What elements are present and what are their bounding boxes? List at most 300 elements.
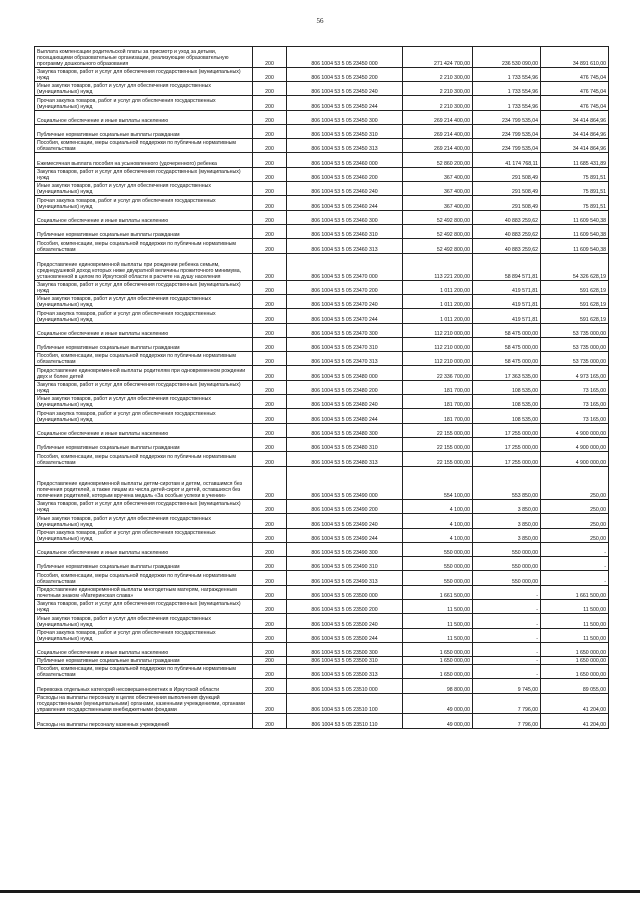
table-row [35,657,609,665]
row-remaining: 476 745,04 [541,81,609,95]
row-code: 806 1004 53 5 05 23490 000 [287,466,403,500]
row-ved: 200 [253,124,287,138]
table-row [35,280,609,294]
row-plan: 1 011 200,00 [403,309,473,323]
row-plan: 550 000,00 [403,542,473,556]
row-executed: 58 475 000,00 [473,352,541,366]
row-remaining: 53 735 000,00 [541,337,609,351]
row-name: Пособия, компенсации, меры социальной поддержки по публичным нормативным обязательствам [35,571,253,585]
row-code: 806 1004 53 5 05 23490 313 [287,571,403,585]
row-name: Прочая закупка товаров, работ и услуг для обеспечения государственных (муниципальных) нужд [35,309,253,323]
row-name: Закупка товаров, работ и услуг для обеспечения государственных (муниципальных) нужд [35,167,253,181]
row-executed: 17 363 535,00 [473,366,541,380]
row-plan: 367 400,00 [403,167,473,181]
row-remaining: 41 204,00 [541,714,609,728]
row-remaining: 54 326 628,19 [541,253,609,280]
row-name: Предоставление единовременной выплаты многодетным матерям, награжденным почетным знаком «Материнская слава» [35,585,253,599]
row-executed: 550 000,00 [473,542,541,556]
row-executed: 234 799 535,04 [473,110,541,124]
row-ved: 200 [253,210,287,224]
row-ved: 200 [253,466,287,500]
row-code: 806 1004 53 5 05 23500 240 [287,614,403,628]
row-ved: 200 [253,110,287,124]
row-name: Закупка товаров, работ и услуг для обеспечения государственных (муниципальных) нужд [35,600,253,614]
row-plan: 4 100,00 [403,528,473,542]
table-row [35,380,609,394]
row-plan: 1 650 000,00 [403,665,473,679]
row-executed: 1 733 554,96 [473,96,541,110]
row-plan: 11 500,00 [403,628,473,642]
row-code: 806 1004 53 5 05 23450 244 [287,96,403,110]
row-remaining: 250,00 [541,514,609,528]
row-remaining: 591 628,19 [541,280,609,294]
row-remaining: 1 650 000,00 [541,642,609,656]
row-remaining: 1 650 000,00 [541,657,609,665]
row-plan: 52 492 800,00 [403,239,473,253]
row-name: Закупка товаров, работ и услуг для обеспечения государственных (муниципальных) нужд [35,280,253,294]
row-name: Закупка товаров, работ и услуг для обеспечения государственных (муниципальных) нужд [35,67,253,81]
row-ved: 200 [253,81,287,95]
row-executed: 9 745,00 [473,679,541,693]
row-plan: 269 214 400,00 [403,110,473,124]
row-name: Публичные нормативные социальные выплаты гражданам [35,337,253,351]
row-executed: 108 535,00 [473,380,541,394]
row-code: 806 1004 53 5 05 23460 200 [287,167,403,181]
row-code: 806 1004 53 5 05 23470 300 [287,323,403,337]
table-row [35,182,609,196]
row-plan: 49 000,00 [403,714,473,728]
table-row [35,557,609,571]
row-code: 806 1004 53 5 05 23490 200 [287,500,403,514]
table-row [35,224,609,238]
table-row [35,514,609,528]
table-row [35,366,609,380]
table-row [35,124,609,138]
budget-table-body [35,47,609,729]
row-plan: 1 011 200,00 [403,280,473,294]
table-row [35,210,609,224]
row-name: Прочая закупка товаров, работ и услуг для обеспечения государственных (муниципальных) нужд [35,96,253,110]
row-remaining: 34 891 610,00 [541,47,609,68]
row-plan: 11 500,00 [403,614,473,628]
table-row [35,600,609,614]
row-executed: 58 894 571,81 [473,253,541,280]
row-name: Социальное обеспечение и иные выплаты населению [35,323,253,337]
row-plan: 269 214 400,00 [403,124,473,138]
row-executed: 234 799 535,04 [473,124,541,138]
row-code: 806 1004 53 5 05 23470 310 [287,337,403,351]
row-name: Прочая закупка товаров, работ и услуг для обеспечения государственных (муниципальных) нужд [35,628,253,642]
row-ved: 200 [253,323,287,337]
row-plan: 271 424 700,00 [403,47,473,68]
row-ved: 200 [253,280,287,294]
row-remaining: 11 609 540,38 [541,210,609,224]
row-name: Прочая закупка товаров, работ и услуг для обеспечения государственных (муниципальных) нужд [35,409,253,423]
row-code: 806 1004 53 5 05 23450 300 [287,110,403,124]
row-executed: - [473,642,541,656]
row-remaining: 250,00 [541,500,609,514]
row-ved: 200 [253,528,287,542]
row-name: Расходы на выплаты персоналу в целях обеспечения выполнения функций государственными (муниципальными) органами, казенными учреждениями, органами управления государственными внебюджетными фондами [35,693,253,714]
row-code: 806 1004 53 5 05 23510 100 [287,693,403,714]
table-row [35,96,609,110]
row-ved: 200 [253,139,287,153]
table-row [35,714,609,728]
row-plan: 52 492 800,00 [403,224,473,238]
row-remaining: 476 745,04 [541,67,609,81]
row-remaining: 250,00 [541,466,609,500]
row-name: Пособия, компенсации, меры социальной поддержки по публичным нормативным обязательствам [35,452,253,466]
row-ved: 200 [253,693,287,714]
row-name: Иные закупки товаров, работ и услуг для обеспечения государственных (муниципальных) нужд [35,81,253,95]
row-code: 806 1004 53 5 05 23460 000 [287,153,403,167]
row-remaining: - [541,571,609,585]
table-row [35,395,609,409]
row-remaining: 75 891,51 [541,167,609,181]
table-row [35,642,609,656]
table-row [35,423,609,437]
row-ved: 200 [253,571,287,585]
row-executed: - [473,600,541,614]
row-name: Публичные нормативные социальные выплаты гражданам [35,557,253,571]
table-row [35,294,609,308]
table-row [35,693,609,714]
row-executed: 40 883 259,62 [473,239,541,253]
row-executed: 7 796,00 [473,693,541,714]
row-ved: 200 [253,642,287,656]
row-ved: 200 [253,423,287,437]
row-plan: 112 210 000,00 [403,337,473,351]
row-name: Социальное обеспечение и иные выплаты населению [35,542,253,556]
row-ved: 200 [253,628,287,642]
row-plan: 181 700,00 [403,409,473,423]
row-plan: 98 800,00 [403,679,473,693]
row-ved: 200 [253,182,287,196]
row-plan: 49 000,00 [403,693,473,714]
row-remaining: 34 414 864,96 [541,124,609,138]
row-code: 806 1004 53 5 05 23470 313 [287,352,403,366]
row-name: Иные закупки товаров, работ и услуг для обеспечения государственных (муниципальных) нужд [35,182,253,196]
row-remaining: 4 900 000,00 [541,452,609,466]
row-remaining: 53 735 000,00 [541,323,609,337]
row-plan: 22 155 000,00 [403,452,473,466]
row-executed: 58 475 000,00 [473,337,541,351]
row-code: 806 1004 53 5 05 23480 300 [287,423,403,437]
row-plan: 112 210 000,00 [403,323,473,337]
row-name: Социальное обеспечение и иные выплаты населению [35,642,253,656]
row-code: 806 1004 53 5 05 23470 200 [287,280,403,294]
table-row [35,167,609,181]
row-ved: 200 [253,380,287,394]
row-executed: 41 174 768,11 [473,153,541,167]
row-executed: 3 850,00 [473,500,541,514]
scan-edge [0,890,640,893]
row-plan: 2 210 300,00 [403,67,473,81]
row-name: Публичные нормативные социальные выплаты гражданам [35,437,253,451]
row-executed: 108 535,00 [473,409,541,423]
row-ved: 200 [253,47,287,68]
row-remaining: 73 165,00 [541,409,609,423]
row-name: Пособия, компенсации, меры социальной поддержки по публичным нормативным обязательствам [35,139,253,153]
row-code: 806 1004 53 5 05 23460 310 [287,224,403,238]
row-executed: 40 883 259,62 [473,224,541,238]
row-code: 806 1004 53 5 05 23450 310 [287,124,403,138]
table-row [35,337,609,351]
row-remaining: 4 973 165,00 [541,366,609,380]
row-executed: 419 571,81 [473,280,541,294]
row-name: Ежемесячная выплата пособия на усыновленного (удочеренного) ребенка [35,153,253,167]
row-remaining: 1 661 500,00 [541,585,609,599]
row-name: Предоставление единовременной выплаты при рождении ребенка семьям, среднедушевой доход которых ниже двукратной величины прожиточного минимума, установленной в целом по Иркутской области в расчете на душу населения [35,253,253,280]
row-plan: 269 214 400,00 [403,139,473,153]
row-plan: 4 100,00 [403,514,473,528]
row-remaining: 73 165,00 [541,380,609,394]
table-row [35,139,609,153]
row-name: Публичные нормативные социальные выплаты гражданам [35,657,253,665]
row-plan: 11 500,00 [403,600,473,614]
row-code: 806 1004 53 5 05 23500 000 [287,585,403,599]
row-ved: 200 [253,294,287,308]
row-executed: 3 850,00 [473,514,541,528]
row-plan: 1 661 500,00 [403,585,473,599]
row-executed: - [473,585,541,599]
row-ved: 200 [253,600,287,614]
row-remaining: 4 900 000,00 [541,423,609,437]
row-name: Закупка товаров, работ и услуг для обеспечения государственных (муниципальных) нужд [35,500,253,514]
row-code: 806 1004 53 5 05 23460 240 [287,182,403,196]
row-ved: 200 [253,67,287,81]
row-plan: 181 700,00 [403,380,473,394]
page-number: 56 [316,17,324,25]
table-row [35,542,609,556]
row-name: Прочая закупка товаров, работ и услуг для обеспечения государственных (муниципальных) нужд [35,528,253,542]
row-ved: 200 [253,253,287,280]
row-name: Социальное обеспечение и иные выплаты населению [35,423,253,437]
row-plan: 2 210 300,00 [403,96,473,110]
budget-table [34,46,609,729]
row-executed: 291 508,49 [473,196,541,210]
row-code: 806 1004 53 5 05 23500 300 [287,642,403,656]
row-executed: 17 255 000,00 [473,452,541,466]
row-ved: 200 [253,153,287,167]
row-executed: 291 508,49 [473,182,541,196]
row-plan: 367 400,00 [403,196,473,210]
row-executed: 550 000,00 [473,571,541,585]
row-plan: 550 000,00 [403,557,473,571]
row-remaining: 75 891,51 [541,182,609,196]
row-remaining: 591 628,19 [541,294,609,308]
row-remaining: 11 685 431,89 [541,153,609,167]
row-code: 806 1004 53 5 05 23450 000 [287,47,403,68]
row-executed: - [473,657,541,665]
row-plan: 554 100,00 [403,466,473,500]
row-plan: 22 155 000,00 [403,437,473,451]
row-remaining: 11 609 540,38 [541,239,609,253]
row-code: 806 1004 53 5 05 23500 244 [287,628,403,642]
row-ved: 200 [253,96,287,110]
row-executed: 419 571,81 [473,294,541,308]
table-row [35,153,609,167]
row-name: Предоставление единовременной выплаты родителям при одновременном рождении двух и более детей [35,366,253,380]
row-remaining: 11 500,00 [541,628,609,642]
row-name: Перевозка отдельных категорий несовершеннолетних в Иркутской области [35,679,253,693]
row-code: 806 1004 53 5 05 23510 110 [287,714,403,728]
row-remaining: 11 500,00 [541,614,609,628]
row-ved: 200 [253,224,287,238]
row-plan: 22 155 000,00 [403,423,473,437]
row-name: Прочая закупка товаров, работ и услуг для обеспечения государственных (муниципальных) нужд [35,196,253,210]
table-row [35,500,609,514]
row-plan: 52 492 800,00 [403,210,473,224]
row-code: 806 1004 53 5 05 23480 200 [287,380,403,394]
row-plan: 1 650 000,00 [403,657,473,665]
table-row [35,628,609,642]
row-ved: 200 [253,714,287,728]
table-row [35,452,609,466]
row-ved: 200 [253,309,287,323]
row-remaining: 89 055,00 [541,679,609,693]
row-code: 806 1004 53 5 05 23460 244 [287,196,403,210]
row-name: Пособия, компенсации, меры социальной поддержки по публичным нормативным обязательствам [35,665,253,679]
table-row [35,253,609,280]
table-row [35,196,609,210]
row-remaining: 11 500,00 [541,600,609,614]
row-code: 806 1004 53 5 05 23480 000 [287,366,403,380]
row-ved: 200 [253,665,287,679]
row-code: 806 1004 53 5 05 23480 240 [287,395,403,409]
table-row [35,309,609,323]
row-executed: 108 535,00 [473,395,541,409]
row-name: Расходы на выплаты персоналу казенных учреждений [35,714,253,728]
row-plan: 550 000,00 [403,571,473,585]
row-code: 806 1004 53 5 05 23480 244 [287,409,403,423]
row-code: 806 1004 53 5 05 23510 000 [287,679,403,693]
row-ved: 200 [253,679,287,693]
table-row [35,437,609,451]
row-code: 806 1004 53 5 05 23480 310 [287,437,403,451]
row-ved: 200 [253,167,287,181]
table-row [35,585,609,599]
row-code: 806 1004 53 5 05 23450 200 [287,67,403,81]
row-code: 806 1004 53 5 05 23450 313 [287,139,403,153]
row-executed: 3 850,00 [473,528,541,542]
row-executed: - [473,614,541,628]
row-name: Иные закупки товаров, работ и услуг для обеспечения государственных (муниципальных) нужд [35,514,253,528]
row-plan: 112 210 000,00 [403,352,473,366]
row-remaining: 11 609 540,38 [541,224,609,238]
row-plan: 4 100,00 [403,500,473,514]
row-code: 806 1004 53 5 05 23450 240 [287,81,403,95]
table-row [35,47,609,68]
row-ved: 200 [253,337,287,351]
row-name: Выплата компенсации родительской платы за присмотр и уход за детьми, посещающими образовательные организации, реализующие образовательную программу дошкольного образования [35,47,253,68]
row-name: Публичные нормативные социальные выплаты гражданам [35,124,253,138]
row-remaining: - [541,542,609,556]
row-executed: 17 255 000,00 [473,423,541,437]
row-code: 806 1004 53 5 05 23470 240 [287,294,403,308]
table-row [35,466,609,500]
row-code: 806 1004 53 5 05 23490 310 [287,557,403,571]
row-plan: 2 210 300,00 [403,81,473,95]
row-code: 806 1004 53 5 05 23500 310 [287,657,403,665]
table-row [35,409,609,423]
row-plan: 1 011 200,00 [403,294,473,308]
table-row [35,614,609,628]
table-row [35,81,609,95]
table-row [35,665,609,679]
row-executed: 291 508,49 [473,167,541,181]
row-ved: 200 [253,542,287,556]
row-name: Пособия, компенсации, меры социальной поддержки по публичным нормативным обязательствам [35,239,253,253]
row-ved: 200 [253,614,287,628]
row-ved: 200 [253,196,287,210]
row-remaining: 250,00 [541,528,609,542]
row-ved: 200 [253,514,287,528]
row-ved: 200 [253,366,287,380]
row-remaining: 75 891,51 [541,196,609,210]
row-remaining: 476 745,04 [541,96,609,110]
row-ved: 200 [253,500,287,514]
row-executed: 7 796,00 [473,714,541,728]
row-remaining: 591 628,19 [541,309,609,323]
row-name: Иные закупки товаров, работ и услуг для обеспечения государственных (муниципальных) нужд [35,395,253,409]
row-code: 806 1004 53 5 05 23490 244 [287,528,403,542]
table-row [35,110,609,124]
row-code: 806 1004 53 5 05 23490 240 [287,514,403,528]
row-remaining: 41 204,00 [541,693,609,714]
row-plan: 181 700,00 [403,395,473,409]
row-executed: 1 733 554,96 [473,67,541,81]
row-code: 806 1004 53 5 05 23480 313 [287,452,403,466]
row-name: Закупка товаров, работ и услуг для обеспечения государственных (муниципальных) нужд [35,380,253,394]
row-remaining: 73 165,00 [541,395,609,409]
row-ved: 200 [253,409,287,423]
row-name: Предоставление единовременной выплаты детям-сиротам и детям, оставшимся без попечения родителей, а также лицам из числа детей-сирот и детей, оставшихся без попечения родителей, которым вручена медаль «За особые успехи в учении» [35,466,253,500]
row-code: 806 1004 53 5 05 23460 313 [287,239,403,253]
row-remaining: 53 735 000,00 [541,352,609,366]
row-executed: 58 475 000,00 [473,323,541,337]
row-ved: 200 [253,437,287,451]
row-executed: 236 530 090,00 [473,47,541,68]
table-row [35,352,609,366]
row-ved: 200 [253,557,287,571]
table-row [35,528,609,542]
row-code: 806 1004 53 5 05 23470 000 [287,253,403,280]
row-ved: 200 [253,352,287,366]
row-remaining: 34 414 864,96 [541,139,609,153]
row-ved: 200 [253,585,287,599]
row-executed: 17 255 000,00 [473,437,541,451]
row-executed: 1 733 554,96 [473,81,541,95]
row-executed: - [473,665,541,679]
row-name: Социальное обеспечение и иные выплаты населению [35,110,253,124]
row-name: Иные закупки товаров, работ и услуг для обеспечения государственных (муниципальных) нужд [35,294,253,308]
row-code: 806 1004 53 5 05 23460 300 [287,210,403,224]
row-executed: 40 883 259,62 [473,210,541,224]
row-remaining: 1 650 000,00 [541,665,609,679]
row-plan: 367 400,00 [403,182,473,196]
table-row [35,323,609,337]
row-plan: 52 860 200,00 [403,153,473,167]
row-ved: 200 [253,239,287,253]
row-executed: 550 000,00 [473,557,541,571]
table-row [35,239,609,253]
row-executed: 234 799 535,04 [473,139,541,153]
table-row [35,679,609,693]
row-remaining: 34 414 864,96 [541,110,609,124]
row-ved: 200 [253,395,287,409]
row-executed: 419 571,81 [473,309,541,323]
